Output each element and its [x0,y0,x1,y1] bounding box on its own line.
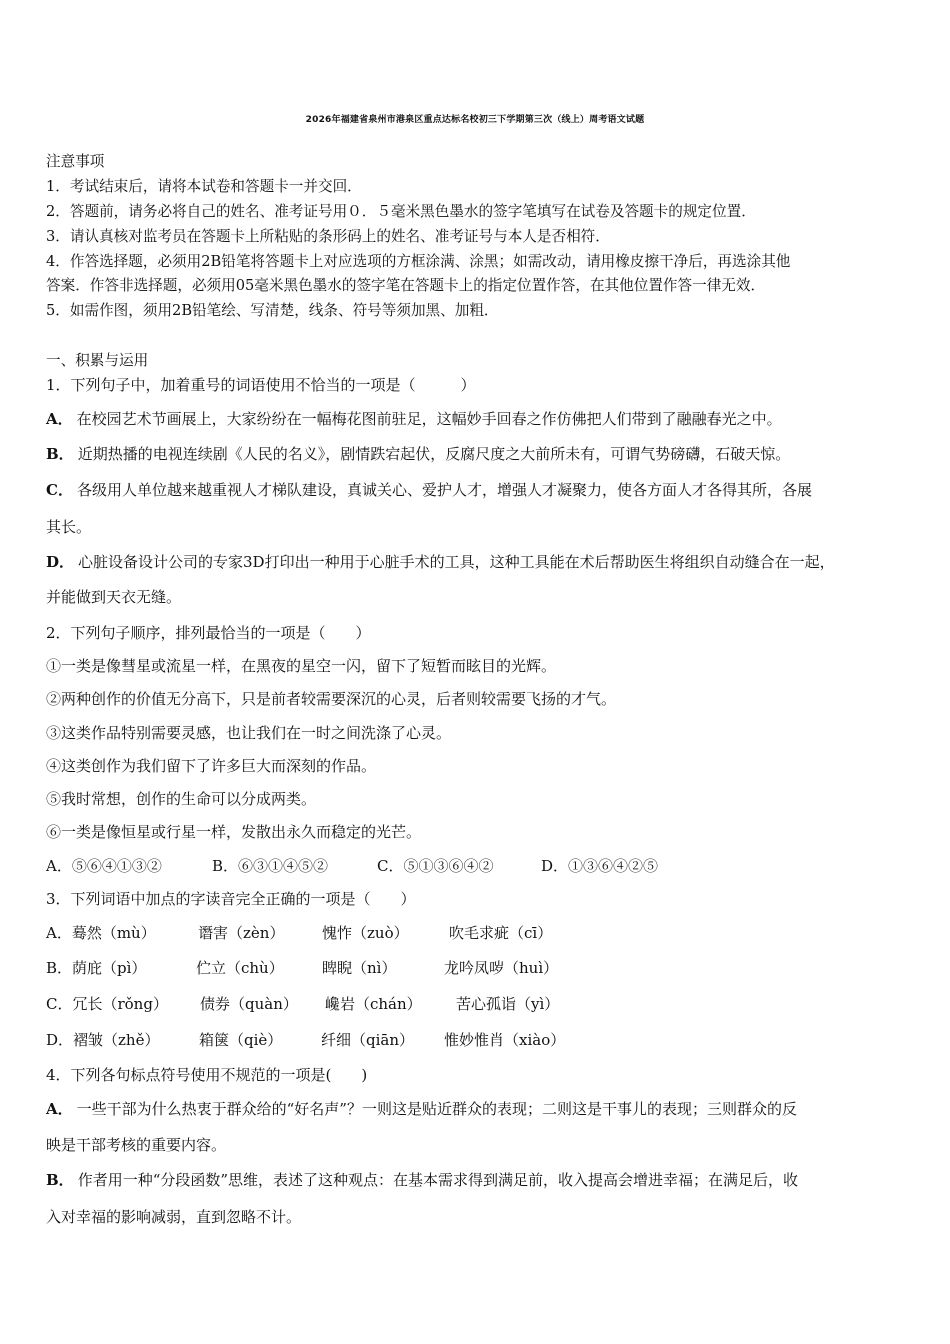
word-item: 谮害（zèn） [198,924,285,942]
option-text: 在校园艺术节画展上，大家纷纷在一幅梅花图前驻足，这幅妙手回春之作仿佛把人们带到了融融春光之中。 [76,410,782,428]
option-label: B． [46,1171,74,1189]
option-text: 各级用人单位越来越重视人才梯队建设，真诚关心、爱护人才，增强人才凝聚力，使各方面人才各得其所，各展 [76,481,812,499]
option-text: 心脏设备设计公司的专家3D打印出一种用于心脏手术的工具，这种工具能在术后帮助医生将组织自动缝合在一起， [78,553,835,571]
notice-item: 2．答题前，请务必将自己的姓名、准考证号用０．５毫米黑色墨水的签字笔填写在试卷及答题卡的规定位置． [46,203,756,220]
question-1-option-c-cont: 其长。 [46,518,92,536]
notice-item: 1．考试结束后，请将本试卷和答题卡一并交回． [46,178,362,195]
notice-item: 5．如需作图，须用2B铅笔绘、写清楚，线条、符号等须加黑、加粗． [46,302,499,319]
option-text: 一些干部为什么热衷于群众给的“好名声”？一则这是贴近群众的表现；二则这是干事儿的表现；三则群众的反 [76,1100,797,1118]
word-item: 吹毛求疵（cī） [449,924,553,942]
option-label: A． [46,1100,73,1118]
question-1-option-d [46,552,835,572]
word-item: 伫立（chù） [196,959,284,977]
word-item: 龙吟凤哕（huì） [444,959,559,977]
question-4-option-b-cont: 入对幸福的影响减弱，直到忽略不计。 [46,1208,302,1226]
notice-item: 3．请认真核对监考员在答题卡上所粘贴的条形码上的姓名、准考证号与本人是否相符． [46,228,610,245]
question-3-stem: 3．下列词语中加点的字读音完全正确的一项是（ ） [46,890,416,908]
option-label: D． [46,553,75,571]
word-item: 箱箧（qiè） [199,1031,283,1049]
option-text: 作者用一种“分段函数”思维，表述了这种观点：在基本需求得到满足前，收入提高会增进幸福；在满足后，收 [77,1171,799,1189]
option-label: C． [46,481,73,499]
question-2-sentence: ⑥一类是像恒星或行星一样，发散出永久而稳定的光芒。 [46,823,422,841]
question-2-sentence: ⑤我时常想，创作的生命可以分成两类。 [46,790,317,808]
option-text: 近期热播的电视连续剧《人民的名义》，剧情跌宕起伏，反腐尺度之大前所未有，可谓气势磅礴，石破天惊。 [77,445,791,463]
word-item: 纤细（qiān） [321,1031,415,1049]
question-2-option-a: A．⑤⑥④①③② [46,857,162,875]
option-label: B． [46,445,74,463]
question-4-option-a [46,1099,797,1119]
question-4-stem: 4．下列各句标点符号使用不规范的一项是( ) [46,1066,368,1084]
word-item: A．蓦然（mù） [46,924,156,942]
word-item: C．冗长（rǒng） [46,995,168,1013]
question-1-option-b [46,444,790,464]
notice-item: 答案．作答非选择题，必须用05毫米黑色墨水的签字笔在答题卡上的指定位置作答，在其他位置作答一律无效． [46,277,766,294]
word-item: D．褶皱（zhě） [46,1031,160,1049]
question-2-sentence: ①一类是像彗星或流星一样，在黑夜的星空一闪，留下了短暂而眩目的光辉。 [46,657,557,675]
question-1-option-a [46,409,782,429]
question-2-sentence: ④这类创作为我们留下了许多巨大而深刻的作品。 [46,757,377,775]
question-2-sentence: ②两种创作的价值无分高下，只是前者较需要深沉的心灵，后者则较需要飞扬的才气。 [46,690,617,708]
word-item: 愧怍（zuò） [322,924,409,942]
question-2-option-d: D．①③⑥④②⑤ [541,857,659,875]
notice-item: 4．作答选择题，必须用2B铅笔将答题卡上对应选项的方框涂满、涂黑；如需改动，请用橡皮擦干净后，再选涂其他 [46,253,791,270]
section-heading: 一、积累与运用 [46,352,149,369]
question-2-stem: 2．下列句子顺序，排列最恰当的一项是（ ） [46,624,371,642]
question-1-stem: 1．下列句子中，加着重号的词语使用不恰当的一项是（ ） [46,376,476,394]
question-1-option-c [46,480,812,500]
word-item: 睥睨（nì） [322,959,397,977]
option-label: A． [46,410,73,428]
word-item: 苦心孤诣（yì） [456,995,560,1013]
question-2-option-c: C．⑤①③⑥④② [377,857,494,875]
word-item: 惟妙惟肖（xiào） [444,1031,566,1049]
question-2-sentence: ③这类作品特别需要灵感，也让我们在一时之间洗涤了心灵。 [46,724,452,742]
question-4-option-b [46,1170,798,1190]
word-item: 巉岩（chán） [325,995,422,1013]
question-4-option-a-cont: 映是干部考核的重要内容。 [46,1136,227,1154]
word-item: 债券（quàn） [200,995,298,1013]
word-item: B．荫庇（pì） [46,959,147,977]
question-2-option-b: B．⑥③①④⑤② [212,857,329,875]
question-1-option-d-cont: 并能做到天衣无缝。 [46,588,182,606]
notice-heading: 注意事项 [46,153,105,170]
page-title: 2026年福建省泉州市港泉区重点达标名校初三下学期第三次（线上）周考语文试题 [305,115,645,125]
